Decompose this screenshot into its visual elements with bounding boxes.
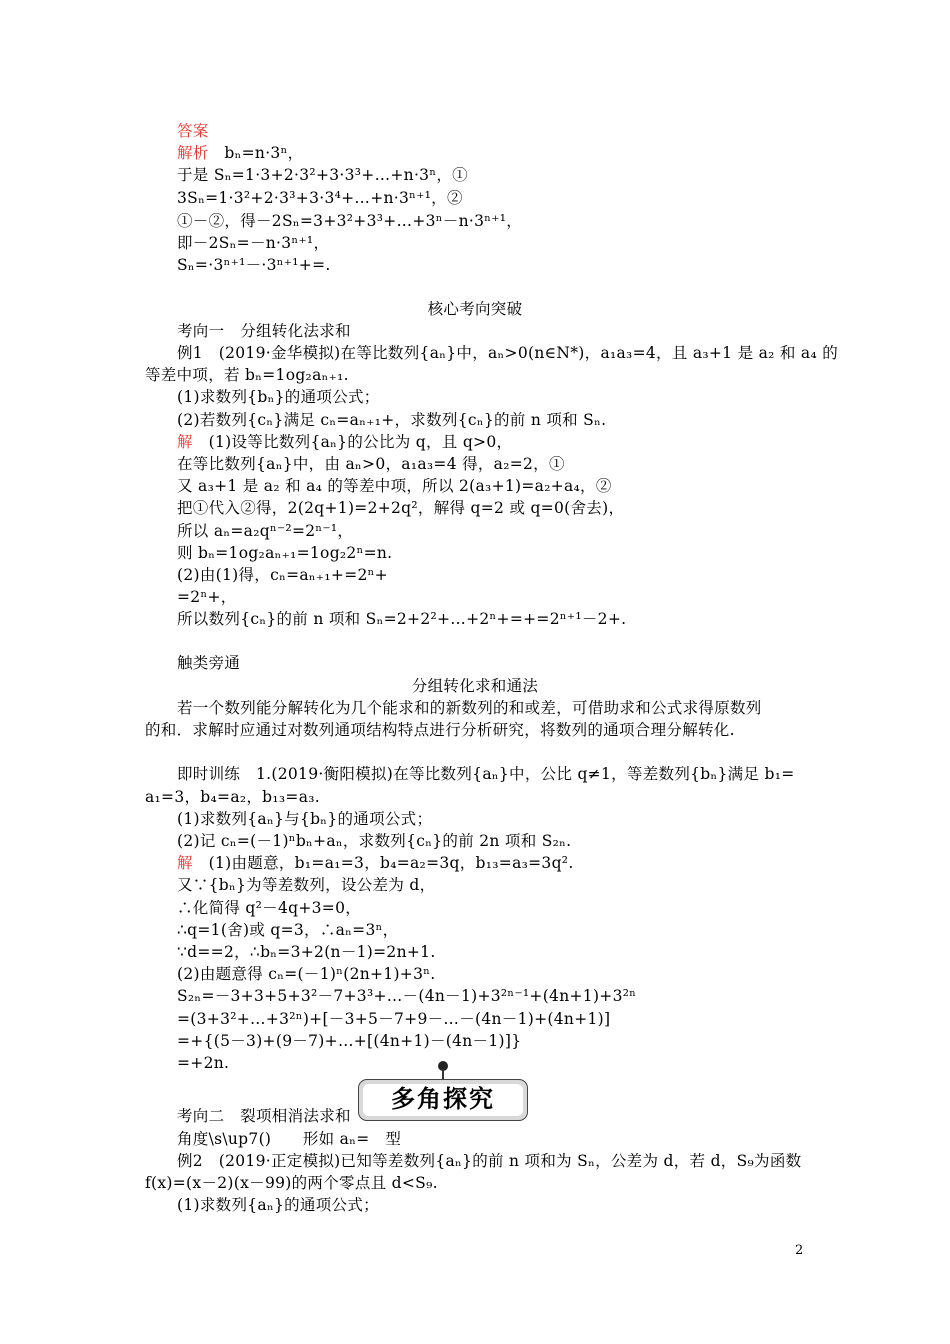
text-line: (2)由题意得 cₙ=(－1)ⁿ(2n+1)+3ⁿ. <box>177 965 436 983</box>
analysis-line <box>177 142 303 164</box>
text-line: f(x)=(x－2)(x－99)的两个零点且 d<S₉. <box>145 1174 438 1192</box>
text-line: 3Sₙ=1·3²+2·3³+3·3⁴+…+n·3ⁿ⁺¹，② <box>177 189 463 207</box>
text-line: 等差中项，若 bₙ=1og₂aₙ₊₁. <box>145 366 349 384</box>
topic-heading: 考向二 裂项相消法求和 <box>177 1107 351 1125</box>
text-line: S₂ₙ=－3+3+5+3²－7+3³+…－(4n－1)+3²ⁿ⁻¹+(4n+1)+3²ⁿ <box>177 987 637 1005</box>
topic-heading: 考向一 分组转化法求和 <box>177 322 351 340</box>
solution-line <box>177 431 512 453</box>
text-line: (1)求数列{bₙ}的通项公式； <box>177 388 380 406</box>
text-line: =2ⁿ+， <box>177 588 237 606</box>
text-line: 在等比数列{aₙ}中，由 aₙ>0，a₁a₃=4 得，a₂=2，① <box>177 455 565 473</box>
section-title: 核心考向突破 <box>427 300 523 318</box>
text-line: ∴q=1(舍)或 q=3，∴aₙ=3ⁿ， <box>177 921 399 939</box>
text-line: Sₙ=·3ⁿ⁺¹－·3ⁿ⁺¹+=. <box>177 256 331 274</box>
text-line: 所以 aₙ=a₂qⁿ⁻²=2ⁿ⁻¹， <box>177 522 354 540</box>
text-line: 把①代入②得，2(2q+1)=2+2q²，解得 q=2 或 q=0(舍去)， <box>177 499 625 517</box>
text-line: ∴化简得 q²－4q+3=0， <box>177 899 362 917</box>
text-line: 角度\s\up7() 形如 aₙ= 型 <box>177 1130 402 1148</box>
text-line: 即－2Sₙ=－n·3ⁿ⁺¹， <box>177 234 330 252</box>
text-line: ∵d==2，∴bₙ=3+2(n－1)=2n+1. <box>177 943 436 961</box>
text-line: 的和．求解时应通过对数列通项结构特点进行分析研究，将数列的通项合理分解转化. <box>145 721 735 739</box>
text-line: (1)求数列{aₙ}与{bₙ}的通项公式； <box>177 810 433 828</box>
practice-line: 即时训练 1.(2019·衡阳模拟)在等比数列{aₙ}中，公比 q≠1，等差数列{bₙ}满足 b₁= <box>177 765 795 783</box>
analysis-label: 解析 <box>177 144 209 162</box>
example-1-line: 例1 (2019·金华模拟)在等比数列{aₙ}中，aₙ>0(n∈N*)，a₁a₃=4，且 a₃+1 是 a₂ 和 a₄ 的 <box>177 344 838 362</box>
text-line: =+{(5－3)+(9－7)+…+[(4n+1)－(4n－1)]} <box>177 1032 522 1050</box>
solution-text: (1)由题意，b₁=a₁=3，b₄=a₂=3q，b₁₃=a₃=3q². <box>192 854 574 872</box>
answer-heading: 答案 <box>177 122 209 140</box>
text-line: 则 bₙ=1og₂aₙ₊₁=1og₂2ⁿ=n. <box>177 544 393 562</box>
text-line: 若一个数列能分解转化为几个能求和的新数列的和或差，可借助求和公式求得原数列 <box>177 699 762 717</box>
analysis-text: bₙ=n·3ⁿ， <box>208 144 304 162</box>
multi-angle-badge <box>358 1061 528 1123</box>
solution-label: 解 <box>177 433 193 451</box>
text-line: =+2n. <box>177 1054 230 1072</box>
text-line: 又 a₃+1 是 a₂ 和 a₄ 的等差中项，所以 2(a₃+1)=a₂+a₄，② <box>177 477 612 495</box>
solution-text: (1)设等比数列{aₙ}的公比为 q，且 q>0， <box>192 433 513 451</box>
text-line: 所以数列{cₙ}的前 n 项和 Sₙ=2+2²+…+2ⁿ+=+=2ⁿ⁺¹－2+. <box>177 610 627 628</box>
tip-title: 分组转化求和通法 <box>411 677 539 695</box>
text-line: (2)记 cₙ=(－1)ⁿbₙ+aₙ，求数列{cₙ}的前 2n 项和 S₂ₙ. <box>177 832 572 850</box>
text-line: 又∵{bₙ}为等差数列，设公差为 d， <box>177 876 436 894</box>
text-line: ①－②，得－2Sₙ=3+3²+3³+…+3ⁿ－n·3ⁿ⁺¹， <box>177 212 523 230</box>
badge-label: 多角探究 <box>363 1084 523 1116</box>
example-2-line: 例2 (2019·正定模拟)已知等差数列{aₙ}的前 n 项和为 Sₙ，公差为 d，若 d，S₉为函数 <box>177 1152 802 1170</box>
text-line: (2)若数列{cₙ}满足 cₙ=aₙ₊₁+，求数列{cₙ}的前 n 项和 Sₙ. <box>177 411 607 429</box>
page-number: 2 <box>795 1243 804 1258</box>
text-line: (2)由(1)得，cₙ=aₙ₊₁+=2ⁿ+ <box>177 566 388 584</box>
text-line: a₁=3，b₄=a₂，b₁₃=a₃. <box>145 788 320 806</box>
solution-line <box>177 852 574 874</box>
tip-heading: 触类旁通 <box>177 654 241 672</box>
badge-frame <box>358 1079 528 1121</box>
text-line: 于是 Sₙ=1·3+2·3²+3·3³+…+n·3ⁿ，① <box>177 166 468 184</box>
text-line: (1)求数列{aₙ}的通项公式； <box>177 1196 379 1214</box>
solution-label: 解 <box>177 854 193 872</box>
text-line: =(3+3²+…+3²ⁿ)+[－3+5－7+9－…－(4n－1)+(4n+1)] <box>177 1010 611 1028</box>
